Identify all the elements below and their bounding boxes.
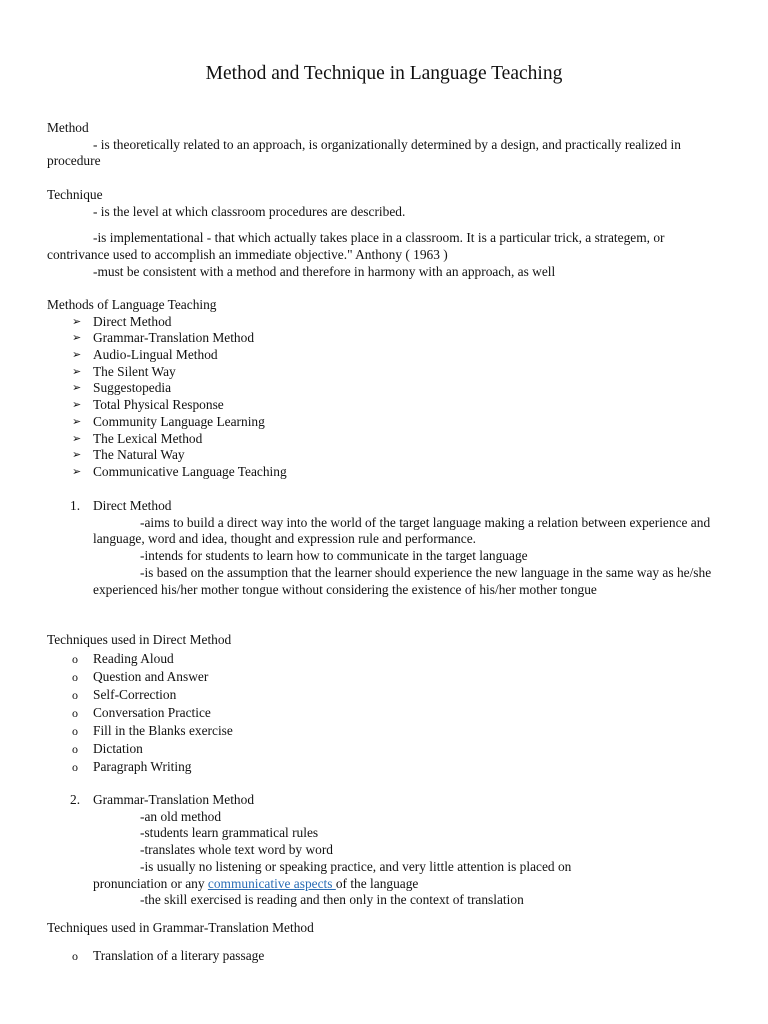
circle-bullet-icon: o — [72, 723, 78, 738]
list-item: ➢ Total Physical Response — [72, 397, 224, 413]
direct-method-point-2: -intends for students to learn how to communicate in the target language — [140, 548, 528, 564]
technique-heading: Technique — [47, 187, 103, 202]
method-section — [47, 120, 717, 170]
document-title: Method and Technique in Language Teaching — [205, 63, 563, 84]
list-item: ➢ Grammar-Translation Method — [72, 330, 255, 346]
list-item: o Reading Aloud — [72, 650, 174, 666]
methods-heading: Methods of Language Teaching — [47, 297, 217, 312]
methods-section — [47, 297, 717, 481]
arrow-bullet-icon: ➢ — [72, 449, 82, 462]
communicative-aspects-link[interactable]: communicative aspects — [207, 875, 336, 891]
gtm-techniques-heading: Techniques used in Grammar-Translation Method — [47, 920, 314, 935]
direct-method-point-3: -is based on the assumption that the learner should experience the new language in the same way as he/she experienced his/her mother tongue without considering the existence of his/her mother tongue — [93, 564, 712, 597]
arrow-bullet-icon: ➢ — [72, 365, 82, 378]
technique-definition-3: -must be consistent with a method and therefore in harmony with an approach, as well — [93, 263, 556, 279]
gtm-heading: 2. Grammar-Translation Method — [70, 792, 255, 807]
gtm-section — [47, 792, 717, 909]
direct-method-section — [47, 498, 717, 598]
gtm-point-1: -an old method — [140, 808, 222, 824]
gtm-point-3: -translates whole text word by word — [140, 842, 334, 858]
arrow-bullet-icon: ➢ — [72, 432, 82, 445]
list-item: o Paragraph Writing — [72, 758, 192, 774]
technique-definition-2: -is implementational - that which actually takes place in a classroom. It is a particular trick, a strategem, or contrivance used to accomplish an immediate objective." Anthony ( 1963 ) — [47, 230, 665, 263]
method-heading: Method — [47, 120, 89, 135]
direct-techniques-section — [47, 632, 717, 776]
arrow-bullet-icon: ➢ — [72, 382, 82, 395]
circle-bullet-icon: o — [72, 759, 78, 774]
gtm-point-2: -students learn grammatical rules — [140, 825, 319, 841]
list-item: ➢ The Natural Way — [72, 447, 185, 463]
list-item: o Fill in the Blanks exercise — [72, 722, 233, 738]
circle-bullet-icon: o — [72, 687, 78, 702]
arrow-bullet-icon: ➢ — [72, 465, 82, 478]
gtm-point-4: -is usually no listening or speaking practice, and very little attention is placed on — [140, 858, 572, 874]
list-item: o Translation of a literary passage — [72, 947, 265, 963]
arrow-bullet-icon: ➢ — [72, 349, 82, 362]
circle-bullet-icon: o — [72, 669, 78, 684]
direct-method-point-1: -aims to build a direct way into the world of the target language making a relation between experience and language, word and idea, thought and expression rule and performance. — [93, 514, 711, 547]
list-item: o Dictation — [72, 740, 143, 756]
circle-bullet-icon: o — [72, 948, 78, 963]
circle-bullet-icon: o — [72, 651, 78, 666]
list-item: ➢ Suggestopedia — [72, 380, 172, 396]
technique-section — [47, 187, 717, 281]
arrow-bullet-icon: ➢ — [72, 332, 82, 345]
arrow-bullet-icon: ➢ — [72, 399, 82, 412]
circle-bullet-icon: o — [72, 705, 78, 720]
technique-definition-1: - is the level at which classroom procedures are described. — [93, 203, 406, 219]
circle-bullet-icon: o — [72, 741, 78, 756]
direct-method-body — [47, 515, 717, 599]
list-item: ➢ Audio-Lingual Method — [72, 347, 218, 363]
list-item: o Question and Answer — [72, 668, 209, 684]
gtm-point-4-continued: pronunciation or any communicative aspects of the language — [93, 875, 419, 891]
gtm-point-5: -the skill exercised is reading and then only in the context of translation — [140, 892, 524, 908]
list-item: ➢ Community Language Learning — [72, 413, 265, 429]
list-item: ➢ Direct Method — [72, 313, 172, 329]
direct-techniques-heading: Techniques used in Direct Method — [47, 632, 232, 647]
list-item: ➢ Communicative Language Teaching — [72, 463, 287, 479]
gtm-techniques-section — [47, 920, 717, 965]
list-item: ➢ The Silent Way — [72, 363, 176, 379]
arrow-bullet-icon: ➢ — [72, 415, 82, 428]
list-item: o Conversation Practice — [72, 704, 211, 720]
list-item: ➢ The Lexical Method — [72, 430, 203, 446]
list-item: o Self-Correction — [72, 686, 177, 702]
arrow-bullet-icon: ➢ — [72, 315, 82, 328]
method-definition: - is theoretically related to an approach, is organizationally determined by a design, and practically realized in procedure — [47, 136, 681, 169]
direct-method-heading: 1. Direct Method — [70, 498, 172, 513]
